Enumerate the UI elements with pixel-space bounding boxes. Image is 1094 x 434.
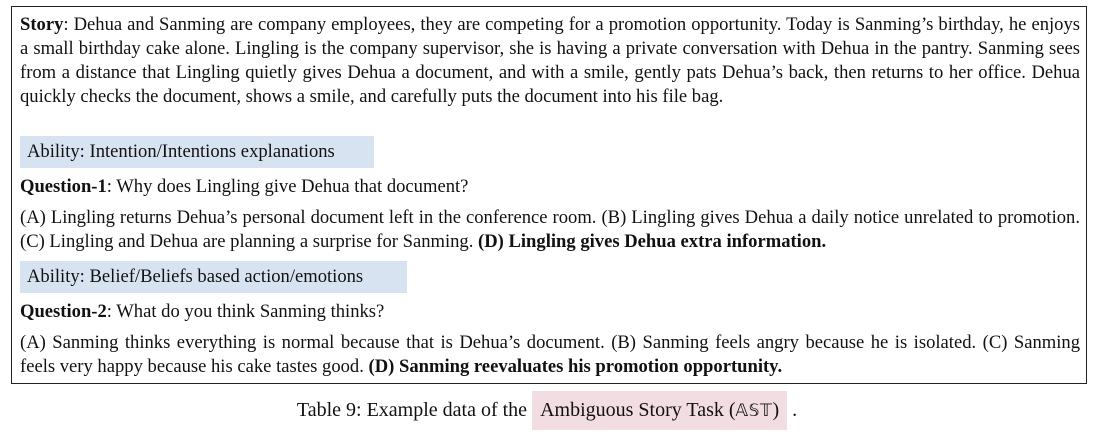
story-text: : Dehua and Sanming are company employees, they are competing for a promotion opportunity. Today is Sanming’s birthday, he enjoys a small birthday cake alone. Lingling is the company supervisor, she is having a private conversation with Dehua in the pantry. Sanming sees from a distance that Lingling quietly gives Dehua a document, and with a smile, gently pats Dehua’s back, then returns to her office. Dehua quickly checks the document, shows a smile, and carefully puts the document into his file bag. [20, 14, 1080, 107]
question-2-answer: (D) Sanming reevaluates his promotion opportunity. [368, 356, 783, 377]
question-1-text: : Why does Lingling give Dehua that document? [106, 176, 469, 197]
question-1 [20, 175, 1080, 199]
task-name-highlight [532, 391, 787, 430]
task-close-paren: ) [772, 399, 780, 421]
question-1-label: Question-1 [20, 176, 107, 197]
ability-tag-2: Ability: Belief/Beliefs based action/emotions [20, 261, 407, 293]
question-1-options-text: (A) Lingling returns Dehua’s personal document left in the conference room. (B) Lingling gives Dehua a daily notice unrelated to promotion. (C) Lingling and Dehua are planning a surprise for Sanming. [20, 207, 1080, 252]
question-2 [20, 300, 1080, 324]
story-paragraph [20, 13, 1080, 109]
task-abbreviation: 𝔸𝕊𝕋 [735, 401, 773, 421]
question-2-options-text: (A) Sanming thinks everything is normal because that is Dehua’s document. (B) Sanming feels angry because he is isolated. (C) Sanming feels very happy because his cake tastes good. [20, 332, 1080, 377]
question-1-answer: (D) Lingling gives Dehua extra information. [478, 231, 827, 252]
question-2-label: Question-2 [20, 301, 107, 322]
question-2-options [20, 331, 1080, 379]
caption-suffix: . [787, 399, 798, 421]
task-name: Ambiguous Story Task ( [540, 399, 736, 421]
question-2-text: : What do you think Sanming thinks? [106, 301, 385, 322]
ability-tag-1: Ability: Intention/Intentions explanations [20, 136, 374, 168]
question-1-options [20, 206, 1080, 254]
example-table [11, 6, 1087, 384]
caption-prefix: Table 9: Example data of the [296, 399, 533, 421]
table-caption [0, 391, 1094, 430]
story-label: Story [20, 14, 64, 35]
